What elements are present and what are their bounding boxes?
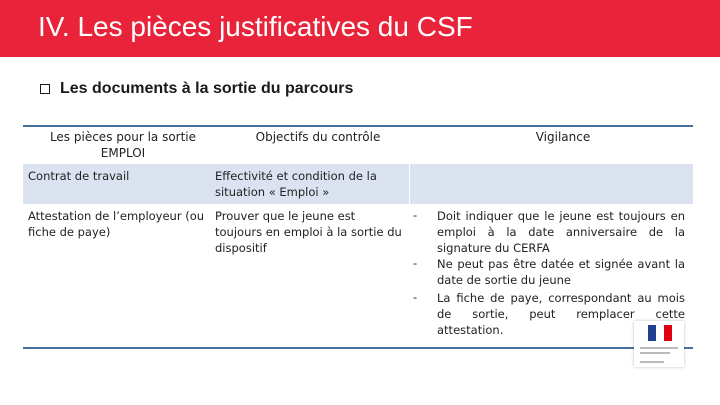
flag-icon <box>648 325 672 341</box>
table-bottom-rule <box>23 347 693 349</box>
table-row-1-piece: Contrat de travail <box>28 169 130 183</box>
bullet-dash-icon: - <box>413 256 418 270</box>
header-vigilance: Vigilance <box>535 130 591 144</box>
vigilance-item-3: La fiche de paye, correspondant au mois de sortie, peut remplacer cette attestation. <box>437 291 685 337</box>
table-row-1-objectif: Effectivité et condition de la situation « Emploi » <box>215 169 377 199</box>
subtitle-text: Les documents à la sortie du parcours <box>60 80 354 97</box>
table-row-2-objectif: Prouver que le jeune est toujours en emploi à la sortie du dispositif <box>215 209 402 255</box>
bullet-dash-icon: - <box>413 290 418 304</box>
header-pieces: Les pièces pour la sortie EMPLOI <box>49 130 197 160</box>
header-objectifs: Objectifs du contrôle <box>255 130 381 144</box>
section-subtitle <box>40 80 353 98</box>
republique-francaise-logo <box>634 321 684 367</box>
title-bar <box>0 0 720 57</box>
column-divider <box>409 164 410 204</box>
table-top-rule <box>23 125 693 127</box>
vigilance-item-1: Doit indiquer que le jeune est toujours en emploi à la date anniversaire de la signature du CERFA <box>437 209 685 255</box>
table-row-2-piece: Attestation de l’employeur (ou fiche de paye) <box>28 209 205 239</box>
vigilance-item-2: Ne peut pas être datée et signée avant la date de sortie du jeune <box>437 257 685 287</box>
bullet-dash-icon: - <box>413 208 418 222</box>
slide-title: IV. Les pièces justificatives du CSF <box>38 11 473 42</box>
checkbox-square-icon <box>40 84 50 94</box>
